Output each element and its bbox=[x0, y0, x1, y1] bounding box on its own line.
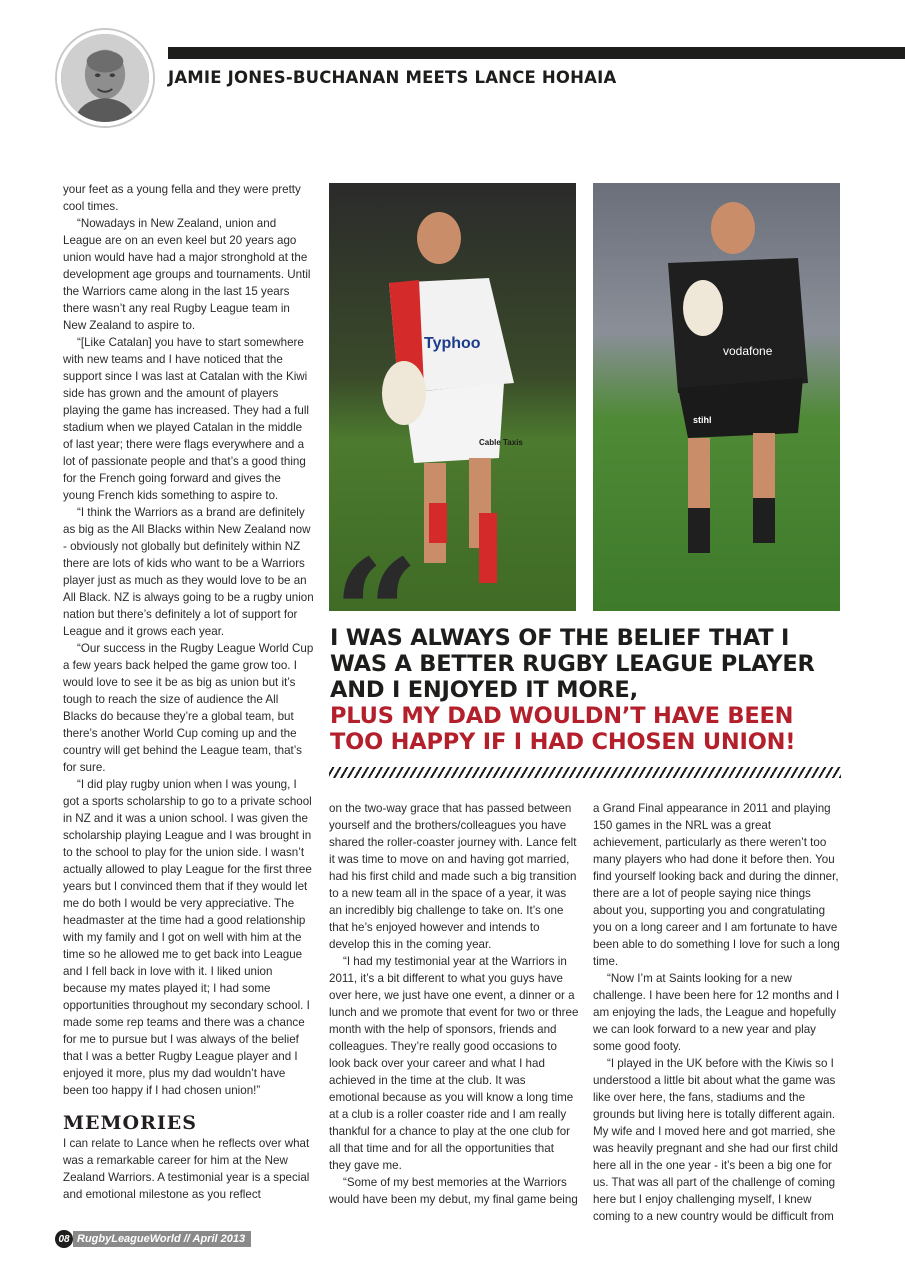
pull-quote bbox=[330, 625, 850, 755]
pull-quote-red: PLUS MY DAD WOULDN’T HAVE BEEN TOO HAPPY IF I HAD CHOSEN UNION! bbox=[330, 703, 796, 755]
paragraph: “Now I’m at Saints looking for a new challenge. I have been here for 12 months and I am enjoying the lads, the League and hopefully we can look forward to a new year and play some good footy. bbox=[593, 972, 840, 1053]
jersey-brand: vodafone bbox=[723, 344, 773, 358]
column-2 bbox=[329, 800, 579, 1208]
page-number: 08 bbox=[55, 1230, 73, 1248]
publication-info: RugbyLeagueWorld // April 2013 bbox=[73, 1231, 251, 1247]
paragraph: “I played in the UK before with the Kiwis so I understood a little bit about what the game was like over here, the fans, stadiums and the grounds but living here is totally different again. My wife and I moved here and got married, she was heavily pregnant and she had our first child here all in the one year - it’s been a big one for us. That was all part of the challenge of coming here but I enjoy challenging myself, I knew coming to a new country would be difficult from bbox=[593, 1057, 838, 1223]
author-avatar bbox=[57, 30, 153, 126]
page-footer bbox=[55, 1230, 251, 1248]
hatch-divider bbox=[329, 767, 841, 778]
header-bar bbox=[168, 47, 905, 59]
paragraph: “I had my testimonial year at the Warriors in 2011, it’s a bit different to what you guys have over here, we just have one event, a dinner or a lunch and we promote that event for two or three month with the help of sponsors, friends and colleagues. They’re really good occasions to look back over your career and what I had achieved in the time at the club. It was emotional because as you will know a long time at a club is a roller coaster ride and I am really thankful for a chance to play at the one club for all that time and for all the opportunities that they gave me. bbox=[329, 955, 579, 1172]
paragraph: “I did play rugby union when I was young, I got a sports scholarship to go to a private school in NZ and it was a union school. I was given the scholarship playing League and I was brought in to the school to play for the union side. I wasn’t actually allowed to play League for the first three years but I convinced them that if they would let me do both I would be very appreciative. The headmaster at the time had a good relationship with my family and I got on well with him at the time so he allowed me to get back into League and I fell back in love with it. I liked union because my mates played it; I had some opportunities throughout my secondary school. I made some rep teams and there was a chance for me to pursue but I was always of the belief that I was a better Rugby League player and I enjoyed it more, plus my dad wouldn’t have been too happy if I had chosen union!” bbox=[63, 778, 312, 1097]
avatar-portrait bbox=[61, 34, 149, 122]
paragraph: a Grand Final appearance in 2011 and playing 150 games in the NRL was a great achievement, particularly as there weren’t too many players who had done it before then. You find yourself looking back and during the dinner, there are a lot of people saying nice things about you, supporting you and congratulating you on a long career and I am fortunate to have been able to do something I love for such a long time. bbox=[593, 802, 840, 968]
paragraph: “Nowadays in New Zealand, union and League are on an even keel but 20 years ago union would have had a major stronghold at the development age groups and tournaments. Until the Warriors came along in the last 15 years there wasn’t any real Rugby League team in New Zealand to aspire to. bbox=[63, 217, 311, 332]
paragraph: “Some of my best memories at the Warriors would have been my debut, my final game being bbox=[329, 1176, 578, 1206]
shorts-sponsor: Cable Taxis bbox=[479, 438, 523, 447]
shorts-sponsor: stihl bbox=[693, 415, 712, 425]
pull-quote-dark: I WAS ALWAYS OF THE BELIEF THAT I WAS A BETTER RUGBY LEAGUE PLAYER AND I ENJOYED IT MORE, bbox=[330, 625, 815, 703]
section-heading: MEMORIES bbox=[63, 1112, 197, 1134]
column-3 bbox=[593, 800, 843, 1225]
paragraph: “Our success in the Rugby League World Cup a few years back helped the game grow too. I would love to see it be as big as union but it’s tough to reach the size of audience the All Blacks do because they’re a global team, but there’s another World Cup coming up and the country will get behind the League team, that’s for sure. bbox=[63, 642, 314, 774]
open-quote-icon: “ bbox=[333, 527, 420, 703]
jersey-brand: Typhoo bbox=[424, 335, 481, 352]
column-1-bottom bbox=[63, 1135, 314, 1203]
paragraph: “I think the Warriors as a brand are definitely as big as the All Blacks within New Zealand now - obviously not globally but definitely within NZ there are lots of kids who want to be a Warriors player just as much as they would love to be an All Black. NZ is always going to be a rugby union nation but there’s definitely a lot of support for League and it grows each year. bbox=[63, 506, 314, 638]
paragraph: on the two-way grace that has passed between yourself and the brothers/colleagues you have shared the roller-coaster journey with. Lance felt it was time to move on and having got married, had his first child and made such a big transition to a new team all in the space of a year, it was an incredibly big challenge to take on. It’s one that he’s enjoyed however and intends to develop this in the coming year. bbox=[329, 802, 577, 951]
paragraph: “[Like Catalan] you have to start somewhere with new teams and I have noticed that the support since I was last at Catalan with the Kiwi side has grown and the amount of players playing the game has increased. They had a full stadium when we played Catalan in the middle of last year; there were flags everywhere and a lot of passionate people and that’s a good thing for the French going forward and gives the young French kids something to aspire to. bbox=[63, 336, 309, 502]
column-1 bbox=[63, 181, 314, 1099]
paragraph: your feet as a young fella and they were pretty cool times. bbox=[63, 183, 301, 213]
page-header-title: JAMIE JONES-BUCHANAN MEETS LANCE HOHAIA bbox=[168, 68, 617, 87]
player-photo-warriors bbox=[593, 183, 840, 611]
paragraph: I can relate to Lance when he reflects over what was a remarkable career for him at the New Zealand Warriors. A testimonial year is a special and emotional milestone as you reflect bbox=[63, 1137, 310, 1201]
